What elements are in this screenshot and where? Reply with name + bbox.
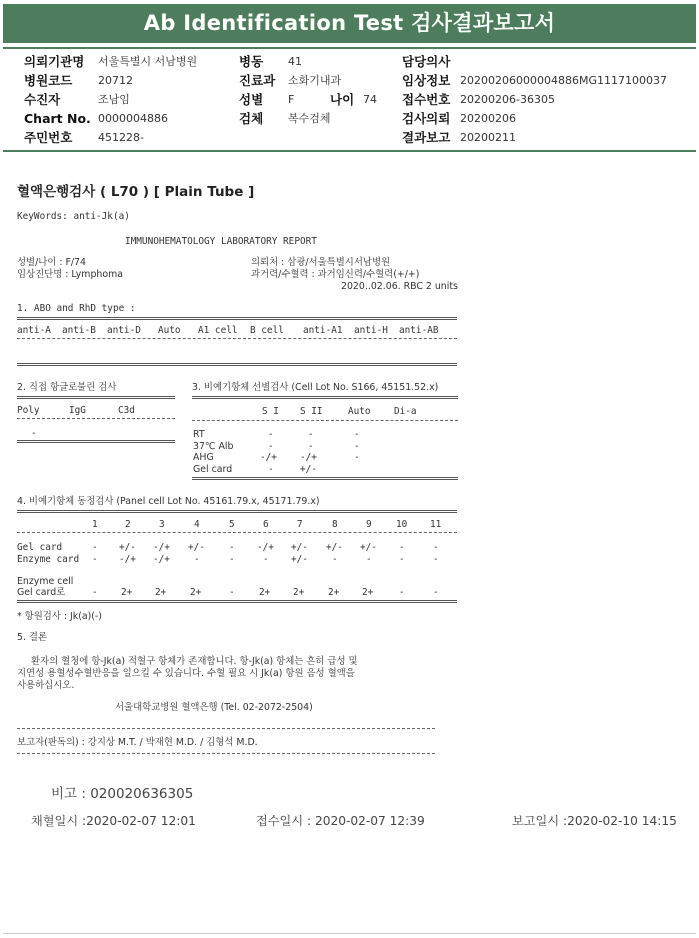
panel-cell: - [263,553,269,565]
label-chart-no: Chart No. [24,111,91,126]
lab-contact: 서울대학교병원 혈액은행 (Tel. 02-2072-2504) [115,702,313,713]
panel-cell: - [399,553,405,565]
panel-column-header: 11 [430,519,442,530]
panel-cell: -/+ [153,553,170,565]
panel-cell: - [433,542,439,553]
value-hospital-code: 20712 [98,74,133,87]
label-clinical-info: 임상정보 [402,73,451,88]
header-row-4 [3,109,696,128]
panel-cell: +/- [119,542,136,553]
dat-value: - [31,428,37,439]
abo-column-header: Auto [158,325,181,336]
panel-cell: - [332,553,338,565]
value-patient: 조남임 [98,93,130,106]
label-attending-doctor: 담당의사 [402,54,451,69]
label-ward: 병동 [239,54,264,69]
value-result-report: 20200211 [460,131,516,144]
screening-cell: - [354,440,360,452]
label-hospital-code: 병원코드 [24,73,73,88]
value-chart-no: 0000004886 [98,112,168,125]
label-department: 진료과 [239,73,276,88]
enzyme-cell: 2+ [293,587,305,598]
panel-cell: - [92,542,98,553]
value-ward: 41 [288,55,302,68]
referral-source: 의뢰처 : 삼광/서울특별시서남병원 [251,257,391,268]
screening-cell: - [268,440,274,452]
abo-column-header: A1 cell [198,325,238,336]
panel-cell: - [229,542,235,553]
panel-column-header: 7 [297,519,303,530]
divider [192,477,458,480]
panel-cell: - [366,553,372,565]
abo-column-header: anti-D [107,325,141,336]
conclusion-line-1: 환자의 혈청에 항-Jk(a) 적혈구 항체가 존재합니다. 항-Jk(a) 항체는 흔히 급성 및 [31,656,358,667]
value-specimen: 복수검체 [288,112,331,125]
dat-column-header: Poly [17,405,40,416]
panel-cell: -/+ [119,553,136,565]
screening-cell: - [268,429,274,440]
enzyme-cell: 2+ [121,587,133,598]
screening-cell: - [354,429,360,440]
page-bottom-border [3,933,696,934]
divider [192,420,458,421]
panel-column-header: 2 [125,519,131,530]
label-receipt-number: 접수번호 [402,92,451,107]
screening-column-header: Di-a [394,406,417,417]
panel-cell: - [229,553,235,565]
abo-rhd-title: 1. ABO and RhD type : [17,303,136,314]
panel-cell: +/- [188,542,205,553]
report-time: 보고일시 :2020-02-10 14:15 [512,814,677,828]
transfusion-history-detail: 2020..02.06. RBC 2 units [341,281,458,292]
receipt-time: 접수일시 : 2020-02-07 12:39 [256,814,425,828]
panel-column-header: 10 [396,519,408,530]
remarks: 비고 : 020020636305 [51,786,194,802]
label-result-report: 결과보고 [402,130,451,145]
header-row-3 [3,90,696,109]
divider [17,418,175,419]
header-row-5 [3,128,696,147]
abo-column-header: B cell [250,325,284,336]
label-age: 나이 [330,92,355,107]
label-resident-number: 주민번호 [24,130,73,145]
value-requesting-institution: 서울특별시 서남병원 [98,55,198,68]
value-clinical-info: 20200206000004886MG1117100037 [460,74,667,87]
panel-column-header: 3 [159,519,165,530]
patient-header [3,47,696,152]
abo-column-header: anti-AB [399,325,439,336]
value-sex: F [288,93,295,106]
screening-cell: -/+ [260,452,277,463]
dat-column-header: C3d [118,405,135,416]
value-department: 소화기내과 [288,74,342,87]
screening-cell: - [308,440,314,452]
screening-cell: +/- [300,463,317,475]
divider [17,363,457,366]
panel-cell: -/+ [153,542,170,553]
divider [17,338,457,339]
value-test-request: 20200206 [460,112,516,125]
label-test-request: 검사의뢰 [402,111,451,126]
divider [17,510,457,513]
divider [17,317,457,320]
divider [17,728,435,729]
header-row-2 [3,71,696,90]
header-row-1 [3,52,696,71]
screening-column-header: Auto [348,406,371,417]
screening-row-label: RT [193,429,205,440]
screening-column-header: S I [262,406,279,417]
value-resident-number: 451228- [98,131,144,144]
enzyme-cell: - [92,587,98,598]
screening-column-header: S II [300,406,323,417]
divider [192,396,458,399]
value-age: 74 [363,93,377,106]
panel-row-label: Enzyme card [17,553,80,565]
screening-cell: - [354,452,360,463]
keywords: KeyWords: anti-Jk(a) [17,211,130,222]
panel-row-label: Gel card [17,542,63,553]
abo-column-header: anti-A1 [303,325,343,336]
abo-column-header: anti-B [62,325,96,336]
panel-column-header: 8 [332,519,338,530]
label-requesting-institution: 의뢰기관명 [24,54,85,69]
enzyme-gel-label: Gel card로 [17,587,66,598]
panel-cell: - [194,553,200,565]
dat-column-header: IgG [69,405,86,416]
panel-cell: - [92,553,98,565]
enzyme-cell: 2+ [362,587,374,598]
panel-column-header: 9 [366,519,372,530]
panel-cell: +/- [326,542,343,553]
enzyme-cell: 2+ [190,587,202,598]
reporter: 보고자(판독의) : 강지상 M.T. / 박재현 M.D. / 김형석 M.D. [17,737,258,748]
enzyme-cell: - [229,587,235,598]
panel-cell: +/- [360,542,377,553]
divider [17,396,175,399]
panel-cell: - [433,553,439,565]
label-specimen: 검체 [239,111,264,126]
value-receipt-number: 20200206-36305 [460,93,555,106]
divider [17,532,457,533]
conclusion-title: 5. 결론 [17,632,48,643]
panel-column-header: 6 [263,519,269,530]
antigen-test: * 항원검사 : Jk(a)(-) [17,611,102,622]
panel-cell: -/+ [257,542,274,553]
panel-column-header: 1 [92,519,98,530]
abo-column-header: anti-A [17,325,51,336]
panel-cell: +/- [291,542,308,553]
panel-cell: +/- [291,553,308,565]
enzyme-cell: 2+ [328,587,340,598]
enzyme-cell: - [399,587,405,598]
lab-report-title: IMMUNOHEMATOLOGY LABORATORY REPORT [125,236,317,247]
abo-column-header: anti-H [354,325,388,336]
divider [17,753,435,754]
screening-cell: - [308,429,314,440]
conclusion-line-2: 지연성 용혈성수혈반응을 일으킬 수 있습니다. 수혈 필요 시 Jk(a) 항원 음성 혈액을 [17,668,355,679]
label-patient: 수진자 [24,92,61,107]
screening-cell: - [268,463,274,475]
section-title: 혈액은행검사 ( L70 ) [ Plain Tube ] [17,184,255,200]
conclusion-line-3: 사용하십시오. [17,680,75,691]
collection-time: 채혈일시 :2020-02-07 12:01 [31,814,196,828]
enzyme-cell: 2+ [259,587,271,598]
panel-column-header: 4 [194,519,200,530]
patient-sex-age: 성별/나이 : F/74 [17,257,86,268]
clinical-diagnosis: 임상진단명 : Lymphoma [17,269,123,280]
enzyme-cell: 2+ [155,587,167,598]
divider [17,600,457,603]
screening-row-label: AHG [193,452,214,463]
screening-cell: -/+ [300,452,317,463]
divider [17,440,175,443]
screening-row-label: 37℃ Alb [193,440,234,452]
identification-title: 4. 비예기항체 동정검사 (Panel cell Lot No. 45161.79.x, 45171.79.x) [17,496,320,507]
screening-row-label: Gel card [193,463,233,475]
report-title: Ab Identification Test 검사결과보고서 [3,4,696,43]
transfusion-history: 과거력/수혈력 : 과거임신력/수혈력(+/+) [251,269,420,280]
enzyme-cell-label: Enzyme cell [17,576,74,587]
dat-title: 2. 직접 항글로불린 검사 [17,382,117,393]
label-sex: 성별 [239,92,264,107]
screening-title: 3. 비예기항체 선별검사 (Cell Lot No. S166, 45151.52.x) [192,382,439,393]
enzyme-cell: - [433,587,439,598]
panel-column-header: 5 [229,519,235,530]
panel-cell: - [399,542,405,553]
